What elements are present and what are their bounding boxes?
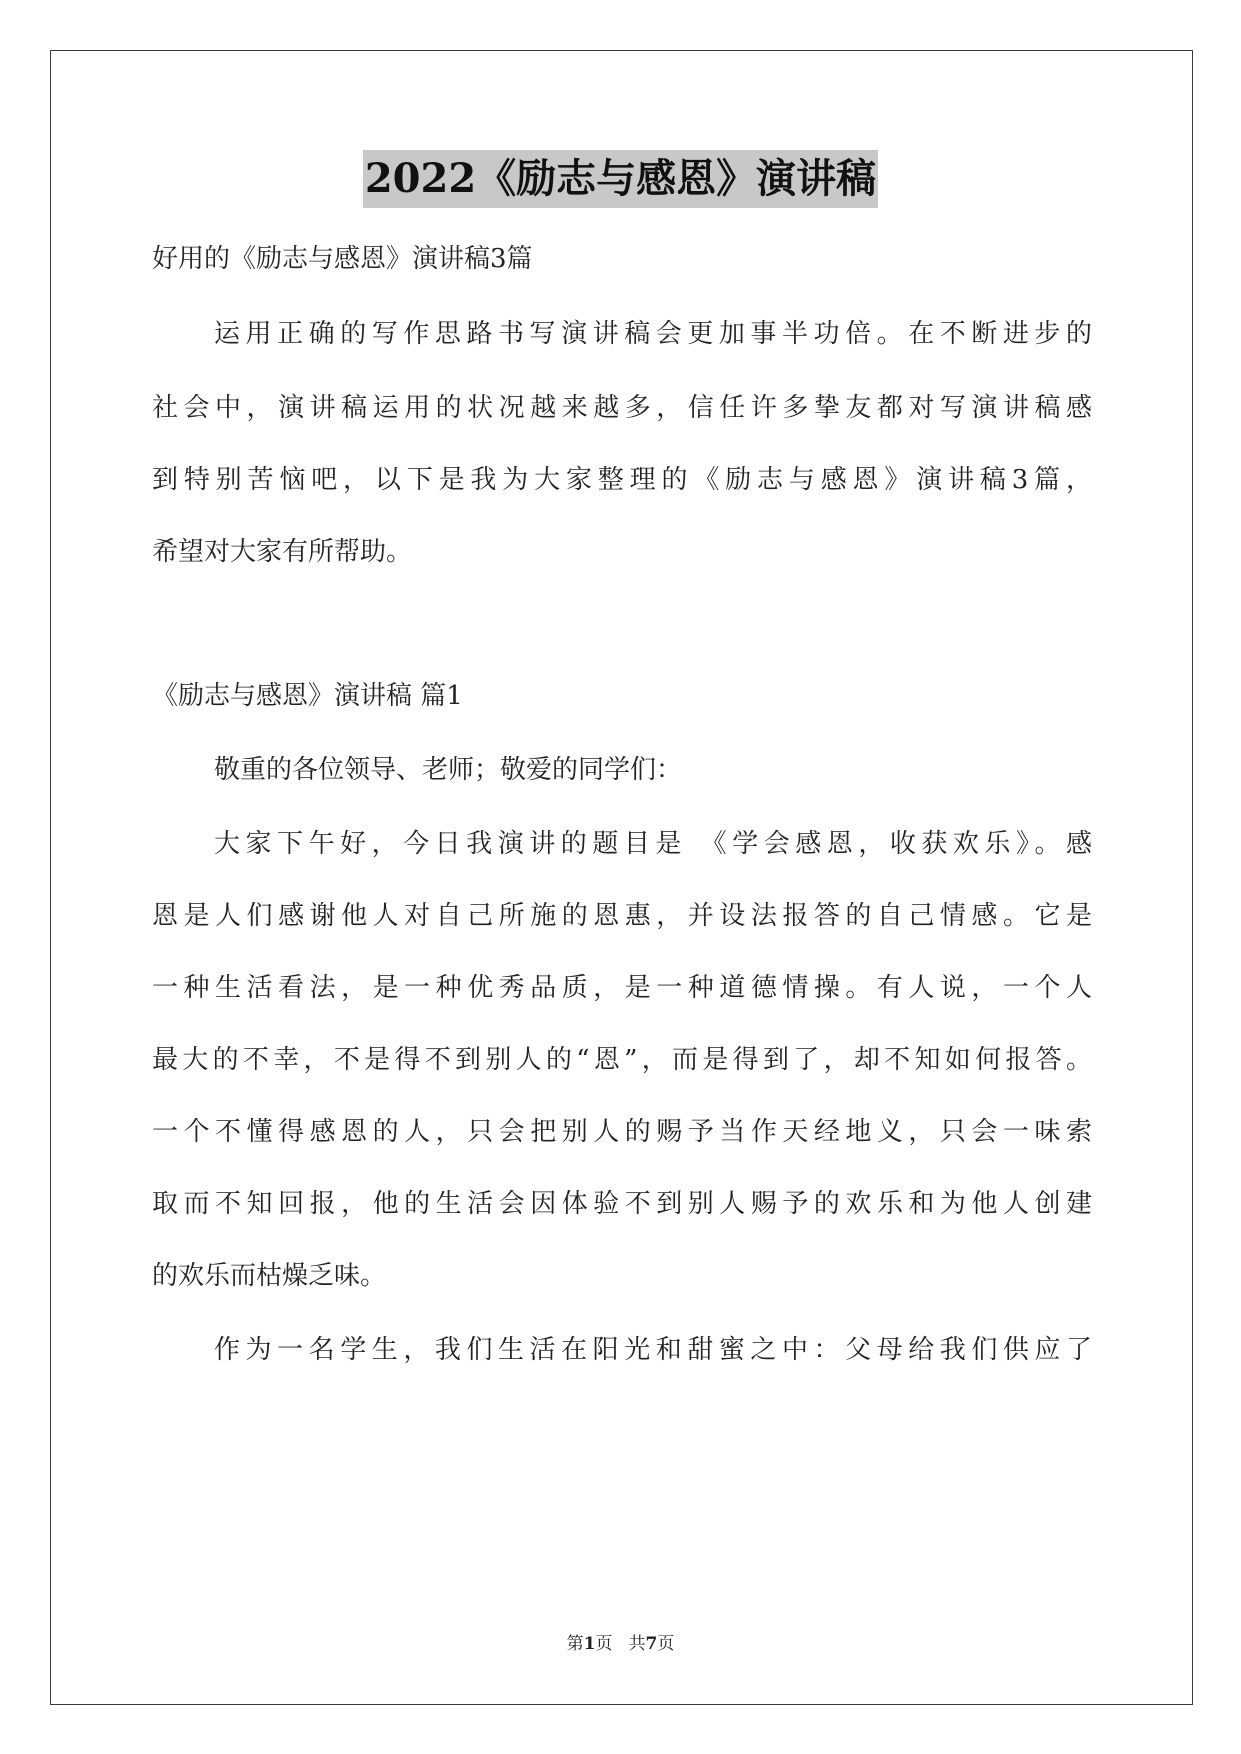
intro-line: 社会中，演讲稿运用的状况越来越多，信任许多挚友都对写演讲稿感 <box>152 393 1092 423</box>
page-number: 1 <box>583 1634 596 1654</box>
paragraph-line: 一个不懂得感恩的人，只会把别人的赐予当作天经地义，只会一味索 <box>152 1117 1092 1147</box>
title-container <box>0 150 1241 208</box>
paragraph-line: 作为一名学生，我们生活在阳光和甜蜜之中：父母给我们供应了 <box>214 1335 1092 1365</box>
paragraph-line: 一种生活看法，是一种优秀品质，是一种道德情操。有人说，一个人 <box>152 973 1092 1003</box>
page-suffix: 页 <box>595 1634 613 1654</box>
intro-line: 到特别苦恼吧，以下是我为大家整理的《励志与感恩》演讲稿3篇， <box>152 465 1092 495</box>
total-suffix: 页 <box>657 1634 675 1654</box>
document-title: 2022《励志与感恩》演讲稿 <box>363 150 878 208</box>
page-prefix: 第 <box>566 1634 584 1654</box>
greeting-line: 敬重的各位领导、老师；敬爱的同学们： <box>214 755 683 785</box>
page-footer <box>0 1632 1241 1656</box>
section-heading: 《励志与感恩》演讲稿 篇1 <box>152 681 463 711</box>
paragraph-line: 大家下午好，今日我演讲的题目是 《学会感恩，收获欢乐》。感 <box>214 829 1092 859</box>
document-subtitle: 好用的《励志与感恩》演讲稿3篇 <box>152 244 533 274</box>
intro-line: 希望对大家有所帮助。 <box>152 537 413 567</box>
paragraph-line: 最大的不幸，不是得不到别人的“恩”，而是得到了，却不知如何报答。 <box>152 1045 1092 1075</box>
paragraph-line: 恩是人们感谢他人对自己所施的恩惠，并设法报答的自己情感。它是 <box>152 901 1092 931</box>
page-total: 7 <box>645 1634 658 1654</box>
page-border <box>50 50 1193 1705</box>
paragraph-line: 取而不知回报，他的生活会因体验不到别人赐予的欢乐和为他人创建 <box>152 1189 1092 1219</box>
paragraph-line: 的欢乐而枯燥乏味。 <box>152 1261 387 1291</box>
intro-line: 运用正确的写作思路书写演讲稿会更加事半功倍。在不断进步的 <box>214 319 1092 349</box>
total-prefix: 共 <box>628 1634 646 1654</box>
